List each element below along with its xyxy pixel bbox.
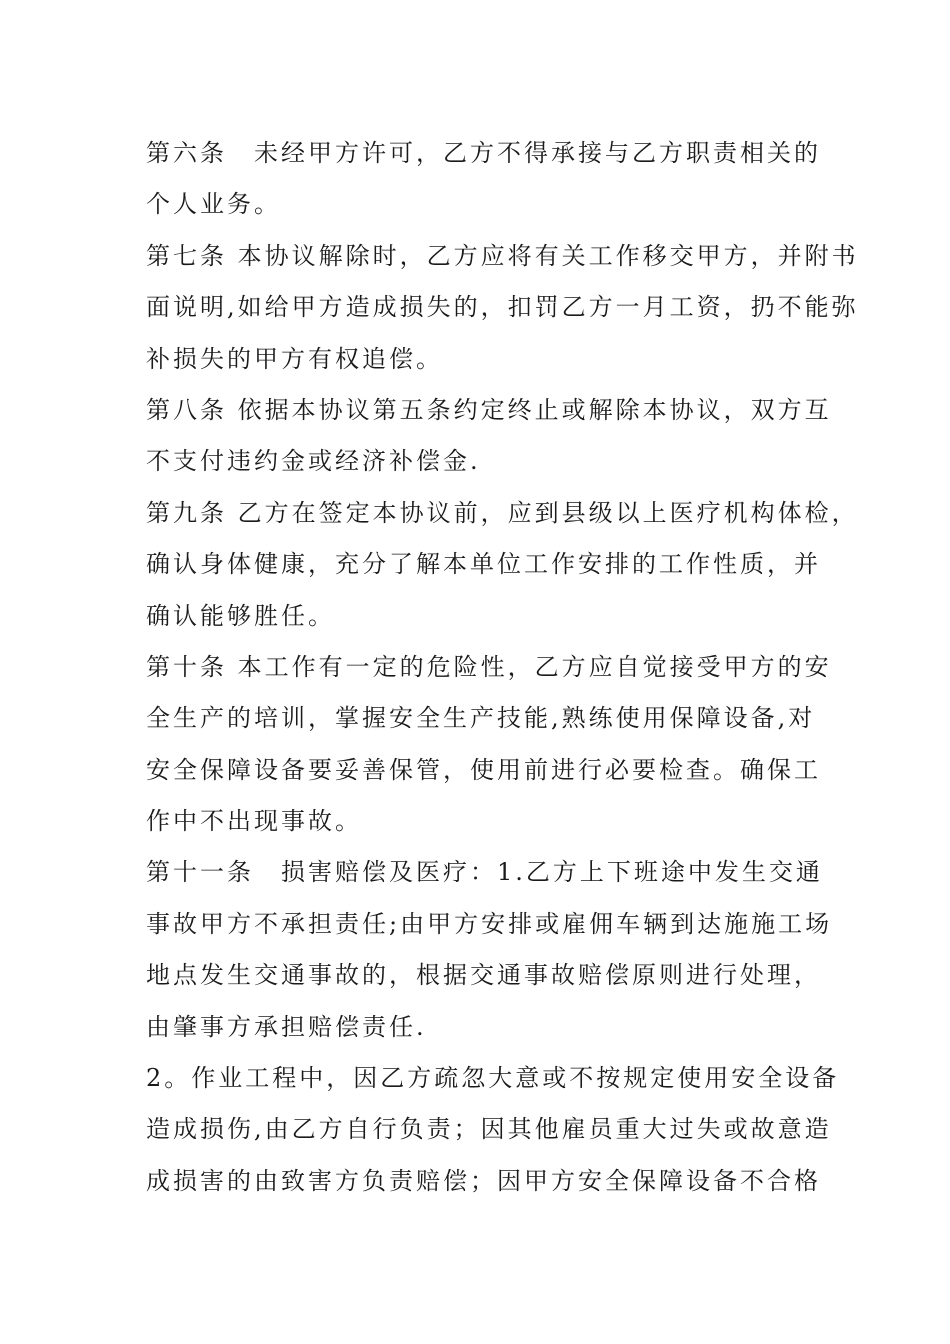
text-line: 地点发生交通事故的，根据交通事故赔偿原则进行处理， bbox=[146, 961, 821, 990]
text-line: 全生产的培训，掌握安全生产技能,熟练使用保障设备,对 bbox=[146, 704, 816, 733]
text-line: 补损失的甲方有权追偿。 bbox=[146, 344, 443, 373]
text-line: 第六条 未经甲方许可，乙方不得承接与乙方职责相关的 bbox=[146, 139, 821, 167]
text-line: 作中不出现事故。 bbox=[146, 807, 362, 836]
text-line: 确认能够胜任。 bbox=[146, 601, 335, 630]
text-line: 第十一条 损害赔偿及医疗：1.乙方上下班途中发生交通 bbox=[146, 858, 823, 887]
text-line: 第九条 乙方在签定本协议前，应到县级以上医疗机构体检， bbox=[146, 498, 859, 527]
text-line: 第七条 本协议解除时，乙方应将有关工作移交甲方，并附书 bbox=[146, 241, 859, 270]
text-line: 2。作业工程中，因乙方疏忽大意或不按规定使用安全设备 bbox=[146, 1064, 840, 1093]
text-line: 成损害的由致害方负责赔偿；因甲方安全保障设备不合格 bbox=[146, 1166, 821, 1195]
text-line: 确认身体健康，充分了解本单位工作安排的工作性质，并 bbox=[146, 550, 821, 579]
text-line: 不支付违约金或经济补偿金. bbox=[146, 447, 481, 476]
document-body bbox=[146, 128, 866, 1207]
text-line: 安全保障设备要妥善保管，使用前进行必要检查。确保工 bbox=[146, 755, 821, 784]
text-line: 由肇事方承担赔偿责任. bbox=[146, 1012, 427, 1041]
text-line: 事故甲方不承担责任;由甲方安排或雇佣车辆到达施施工场 bbox=[146, 909, 833, 938]
text-line: 个人业务。 bbox=[146, 190, 281, 219]
text-line: 第八条 依据本协议第五条约定终止或解除本协议，双方互 bbox=[146, 395, 832, 424]
text-line: 造成损伤,由乙方自行负责；因其他雇员重大过失或故意造 bbox=[146, 1115, 832, 1144]
text-line: 第十条 本工作有一定的危险性，乙方应自觉接受甲方的安 bbox=[146, 652, 832, 681]
text-line: 面说明,如给甲方造成损失的，扣罚乙方一月工资，扔不能弥 bbox=[146, 293, 859, 322]
